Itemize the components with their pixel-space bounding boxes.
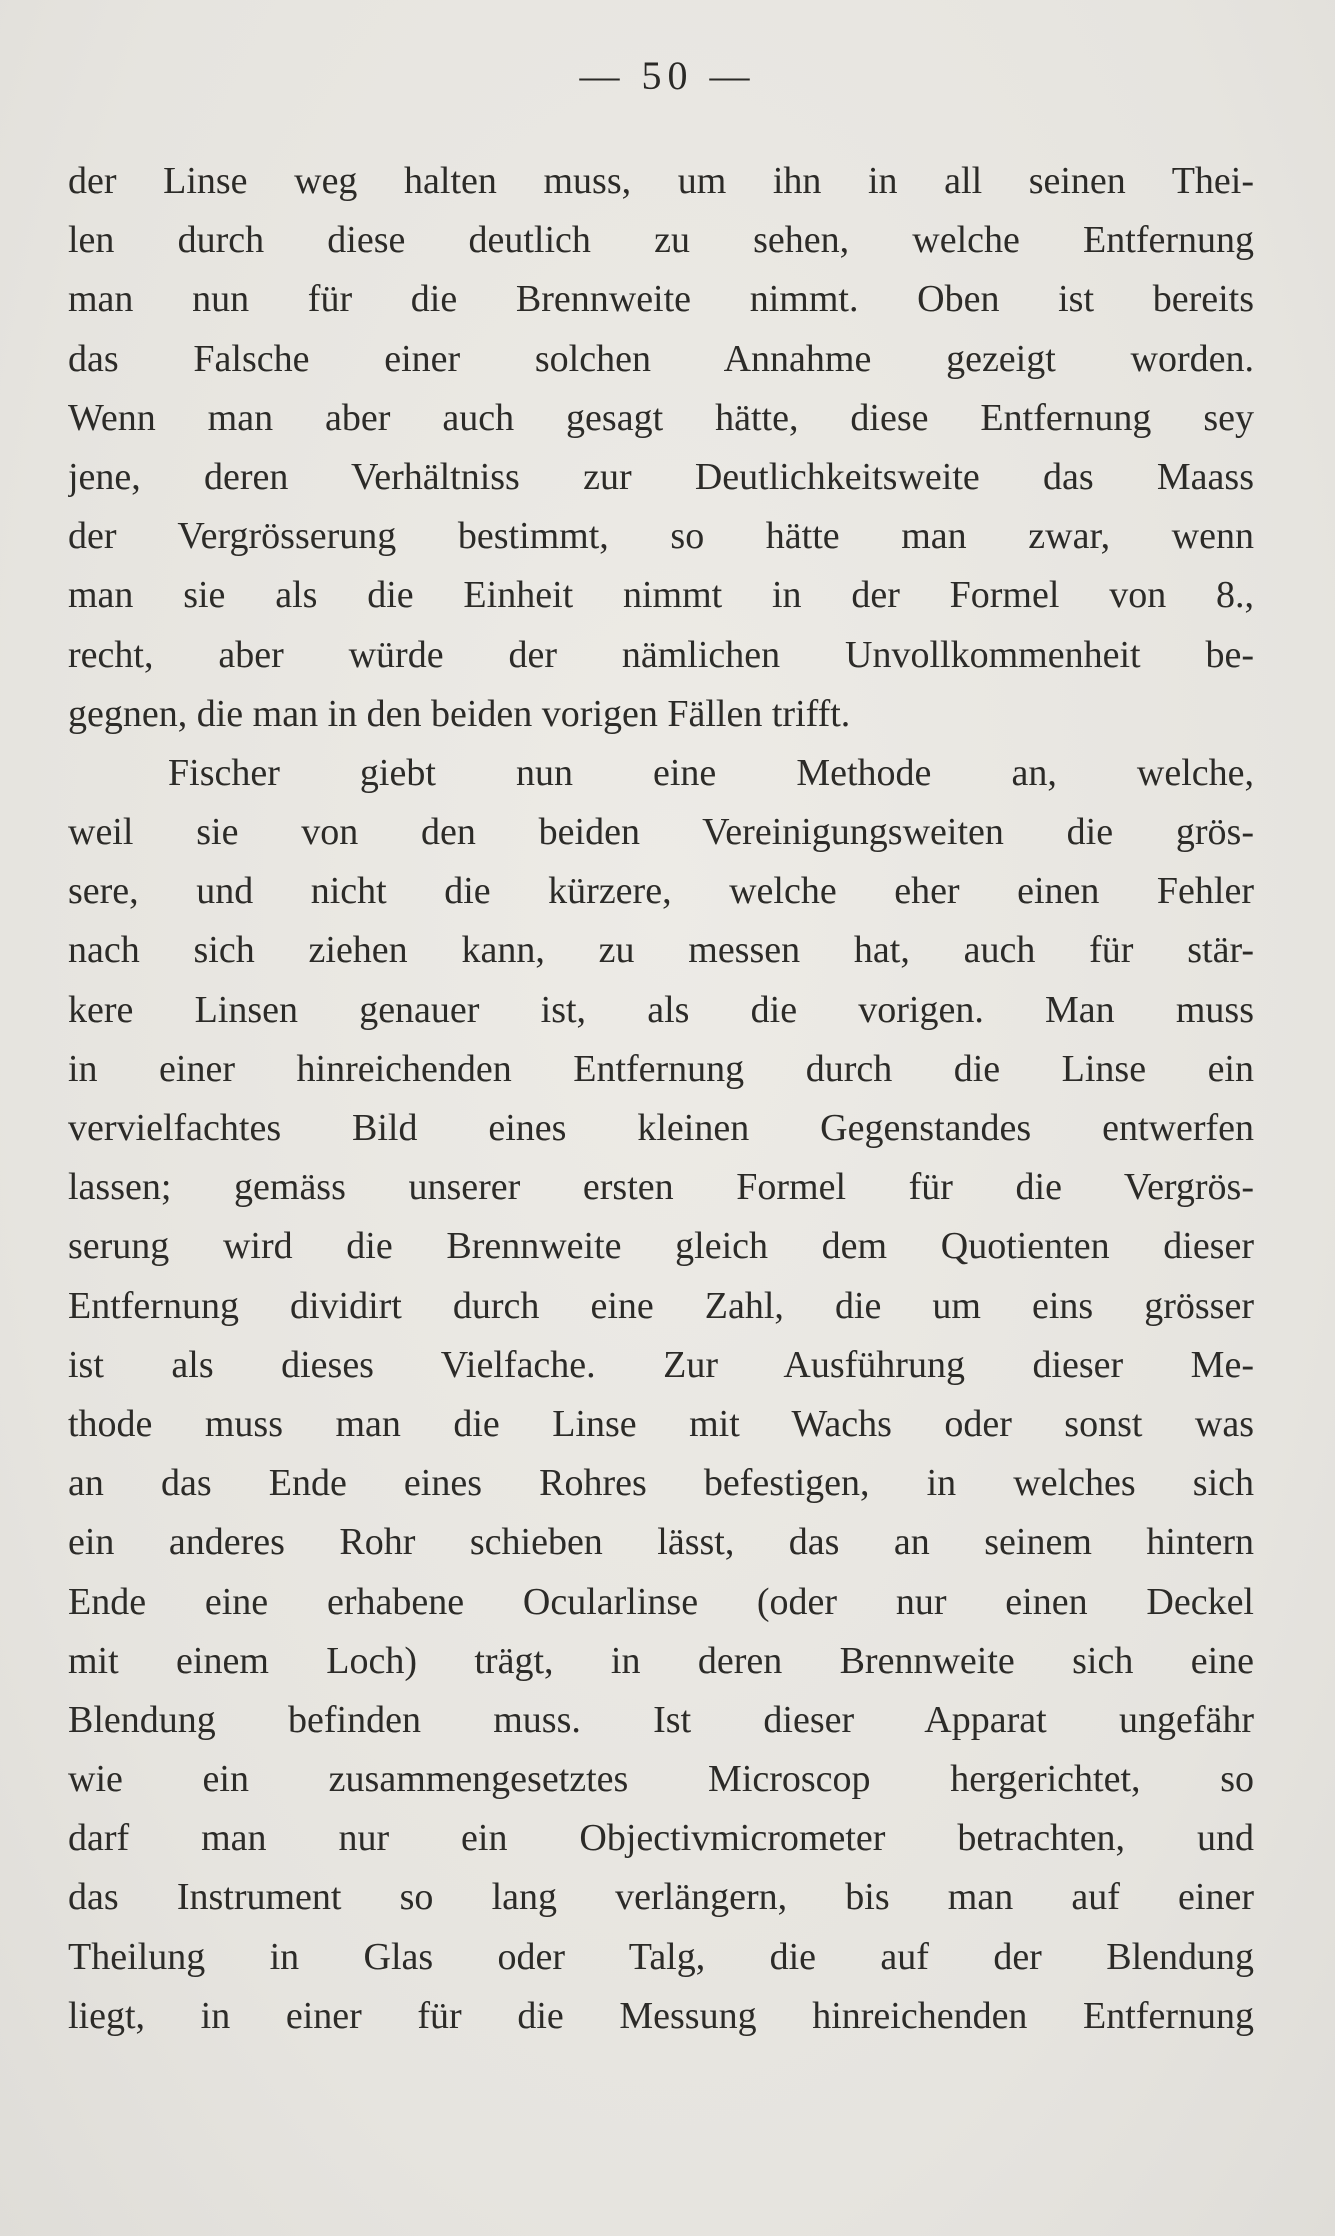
text-line: man nun für die Brennweite nimmt. Oben ist bereits (68, 278, 1254, 321)
text-line: len durch diese deutlich zu sehen, welche Entfernung (68, 219, 1254, 262)
text-line: das Falsche einer solchen Annahme gezeigt worden. (68, 337, 1254, 380)
text-line: der Linse weg halten muss, um ihn in all seinen Thei- (68, 160, 1254, 202)
text-line: Blendung befinden muss. Ist dieser Apparat ungefähr (68, 1698, 1254, 1741)
text-line: an das Ende eines Rohres befestigen, in welches sich (68, 1462, 1254, 1505)
text-line: recht, aber würde der nämlichen Unvollkommenheit be- (68, 633, 1254, 676)
text-line: man sie als die Einheit nimmt in der Formel von 8., (68, 574, 1254, 617)
text-line: ein anderes Rohr schieben lässt, das an seinem hintern (68, 1521, 1254, 1564)
text-line: Wenn man aber auch gesagt hätte, diese Entfernung sey (68, 396, 1254, 439)
text-line: mit einem Loch) trägt, in deren Brennweite sich eine (68, 1639, 1254, 1682)
text-line: thode muss man die Linse mit Wachs oder sonst was (68, 1402, 1254, 1445)
text-line: der Vergrösserung bestimmt, so hätte man zwar, wenn (68, 515, 1254, 558)
text-line: kere Linsen genauer ist, als die vorigen. Man muss (68, 988, 1254, 1031)
text-line: gegnen, die man in den beiden vorigen Fällen trifft. (68, 692, 851, 735)
text-line: Entfernung dividirt durch eine Zahl, die um eins grösser (68, 1284, 1254, 1327)
body-text (68, 152, 1254, 2046)
text-line: Ende eine erhabene Ocularlinse (oder nur einen Deckel (68, 1580, 1254, 1623)
text-line: ist als dieses Vielfache. Zur Ausführung dieser Me- (68, 1343, 1254, 1386)
text-line: vervielfachtes Bild eines kleinen Gegenstandes entwerfen (68, 1107, 1254, 1149)
text-line: in einer hinreichenden Entfernung durch die Linse ein (68, 1047, 1254, 1090)
text-line: wie ein zusammengesetztes Microscop hergerichtet, so (68, 1758, 1254, 1801)
text-line: das Instrument so lang verlängern, bis man auf einer (68, 1876, 1254, 1919)
text-line: Fischer giebt nun eine Methode an, welche, (168, 751, 1254, 794)
page-number: — 50 — (579, 53, 756, 98)
text-line: liegt, in einer für die Messung hinreichenden Entfernung (68, 1994, 1254, 2037)
text-line: serung wird die Brennweite gleich dem Quotienten dieser (68, 1225, 1254, 1268)
text-line: nach sich ziehen kann, zu messen hat, auch für stär- (68, 929, 1254, 972)
text-line: sere, und nicht die kürzere, welche eher einen Fehler (68, 870, 1254, 913)
text-line: Theilung in Glas oder Talg, die auf der Blendung (68, 1935, 1254, 1978)
text-line: lassen; gemäss unserer ersten Formel für die Vergrös- (68, 1166, 1254, 1209)
text-line: darf man nur ein Objectivmicrometer betrachten, und (68, 1817, 1254, 1860)
text-line: weil sie von den beiden Vereinigungsweiten die grös- (68, 811, 1254, 854)
text-line: jene, deren Verhältniss zur Deutlichkeitsweite das Maass (68, 455, 1254, 498)
